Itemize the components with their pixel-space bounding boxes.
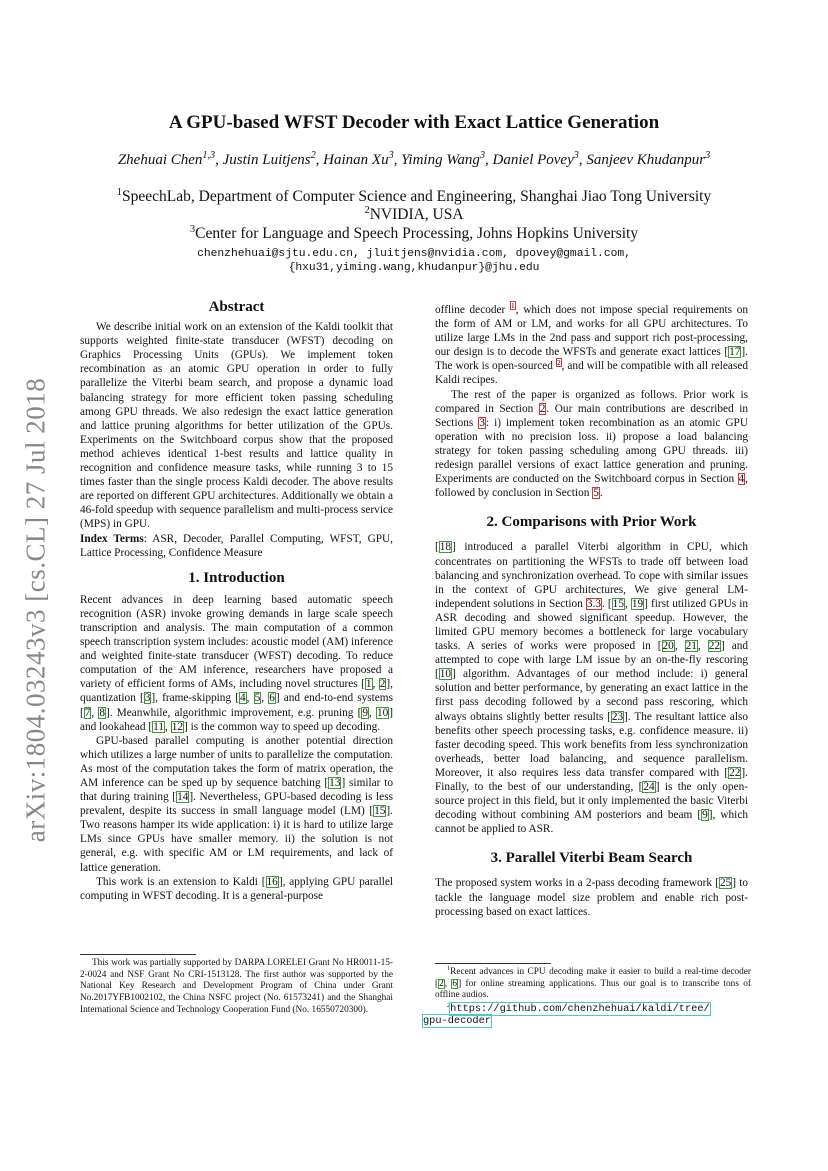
citation-link[interactable]: 19 [631, 597, 644, 610]
citation-link[interactable]: 16 [266, 875, 278, 888]
right-column [435, 303, 748, 919]
author: Yiming Wang [401, 152, 480, 168]
author-list: Zhehuai Chen$^{1,3}$, Justin Luitjens$^2$, Hainan Xu$^3$, Yiming Wang$^3$, Daniel Povey$^3$, Sanjeev Khudanpur$^3$ [117, 150, 711, 168]
left-column [80, 300, 393, 903]
citation-link[interactable]: 10 [376, 706, 389, 719]
email-line: {hxu31,yiming.wang,khudanpur}@jhu.edu [288, 262, 540, 274]
citation-link[interactable]: 12 [171, 720, 183, 733]
citation-link[interactable]: 24 [643, 781, 655, 793]
citation-link[interactable]: 3 [144, 692, 151, 705]
citation-link[interactable]: 4 [239, 692, 246, 705]
repo-url-link[interactable]: https://github.com/chenzhehuai/kaldi/tree/ [450, 1003, 710, 1016]
footnote-link[interactable]: 2 [556, 357, 561, 367]
abstract-text: We describe initial work on an extension of the Kaldi toolkit that supports weighted finite-state transducer (WFST) decoding on Graphics Processing Units (GPUs). We implement token recombination as an atomic GPU operation in order to fully parallelize the Viterbi beam search, and propose a dynamic load balancing strategy for more efficient token passing scheduling among GPU threads. We also redesign the exact lattice generation and lattice pruning algorithms for better utilization of the GPUs. Experiments on the Switchboard corpus show that the proposed method achieves identical 1-best results and lattice quality in recognition and confidence measure tasks, while running 3 to 15 times faster than the single process Kaldi decoder. The above results are reported on different GPU architectures. Additionally we obtain a 46-fold speedup with sequence parallelism and multi-process service (MPS) in GPU. [80, 321, 393, 531]
footnotes-right [423, 964, 751, 1028]
author: Hainan Xu [323, 152, 389, 168]
footnote-rule [435, 963, 551, 964]
viterbi-paragraph: The proposed system works in a 2-pass decoding framework [25] to tackle the language model size problem and enable rich post-processing based on exact lattices. [435, 877, 748, 918]
citation-link[interactable]: 8 [99, 706, 106, 719]
author: Daniel Povey [492, 152, 574, 168]
repo-url-link[interactable]: gpu-decoder [423, 1014, 491, 1027]
citation-link[interactable]: 2 [379, 678, 386, 691]
author: Justin Luitjens [222, 152, 311, 168]
citation-link[interactable]: 22 [729, 766, 741, 779]
citation-link[interactable]: 6 [269, 692, 275, 705]
author: Sanjeev Khudanpur [586, 152, 706, 168]
citation-link[interactable]: 14 [177, 791, 189, 804]
citation-link[interactable]: 5 [254, 692, 261, 705]
section-link[interactable]: 3 [479, 416, 485, 429]
intro-paragraph: The rest of the paper is organized as follows. Prior work is compared in Section 2. Our main contributions are described in Sections 3: i) implement token recombination as an atomic GPU operation with no precision loss. ii) propose a load balancing strategy for token passing scheduling among GPU threads. iii) redesign parallel versions of exact lattice generation and pruning. Experiments are conducted on the Switchboard corpus in Section 4, followed by conclusion in Section 5. [435, 388, 748, 500]
footnote-2: $^2$https://github.com/chenzhehuai/kaldi/tree/ gpu-decoder [423, 1002, 710, 1027]
section-link[interactable]: 3.3 [586, 597, 602, 610]
affiliation: $^2$NVIDIA, USA [364, 204, 464, 223]
citation-link[interactable]: 22 [708, 640, 720, 653]
citation-link[interactable]: 15 [612, 597, 624, 610]
footnote-rule [80, 954, 196, 955]
intro-paragraph: This work is an extension to Kaldi [16], applying GPU parallel computing in WFST decoding. It is a general-purpose [80, 875, 393, 902]
section-link[interactable]: 5 [593, 487, 599, 500]
citation-link[interactable]: 18 [439, 541, 452, 554]
footnote-1: $^1$Recent advances in CPU decoding make it easier to build a real-time decoder [2, 6] for online streaming applications. Thus our goal is to transcribe tons of offline audios. [435, 964, 751, 1001]
intro-paragraph: GPU-based parallel computing is another potential direction which utilizes a large number of units to parallelize the computation. As most of the computation takes the form of matrix operation, the AM inference can be sped up by sequence batching [13] similar to that during training [14]. Nevertheless, GPU-based decoding is less prevalent, despite its success in small language model (LM) [15]. Two reasons hamper its wide application: i) it is hard to utilize large LMs since GPUs have smaller memory. ii) the solution is not general, e.g. with specific AM or LM requirements, and lack of lattice generation. [80, 734, 394, 874]
paper-title: A GPU-based WFST Decoder with Exact Lattice Generation [168, 112, 660, 133]
affiliation: $^1$SpeechLab, Department of Computer Science and Engineering, Shanghai Jiao Tong University [116, 186, 712, 205]
citation-link[interactable]: 21 [685, 640, 697, 653]
citation-link[interactable]: 25 [719, 877, 732, 890]
arxiv-stamp: arXiv:1804.03243v3 [cs.CL] 27 Jul 2018 [20, 377, 51, 843]
author: Zhehuai Chen [117, 152, 203, 168]
abstract-heading: Abstract [208, 299, 265, 315]
index-terms: Index Terms: ASR, Decoder, Parallel Computing, WFST, GPU, Lattice Processing, Confidence Measure [80, 532, 393, 559]
section-link[interactable]: 4 [738, 473, 745, 486]
prior-work-paragraph: [18] introduced a parallel Viterbi algorithm in CPU, which concentrates on partitioning the WFSTs to trade off between load balancing and synchronization overhead. To cope with similar issues in the context of GPU architectures, We give general LM-independent solutions in Section 3.3. [15, 19] first utilized GPUs in ASR decoding and showed significant speedup. However, the limited GPU memory becomes a bottleneck for large vocabulary tasks. A series of works were proposed in [20, 21, 22] and attempted to cope with large LM issue by an on-the-fly rescoring [10] algorithm. Advantages of our method include: i) general solution and better performance, by generating an exact lattice in the first pass decoding followed by a second pass rescoring, which always obtains slightly better results [23]. The resultant lattice also benefits other speech processing tasks, e.g. confidence measure. ii) faster decoding speed. This work benefits from less synchronization overheads, better load balancing, and sequence parallelism. Moreover, it also requires less data transfer compared with [22]. Finally, to the best of our understanding, [24] is the only open-source project in this field, but it only implemented the basic Viterbi decoding without combining AM posteriors and beam [9], which cannot be applied to ASR. [435, 541, 749, 836]
section-heading: 2. Comparisons with Prior Work [486, 514, 697, 531]
citation-link[interactable]: 17 [729, 346, 741, 359]
citation-link[interactable]: 13 [329, 777, 341, 789]
citation-link[interactable]: 10 [439, 668, 452, 681]
citation-link[interactable]: 15 [374, 805, 386, 818]
funding-footnote: This work was partially supported by DARPA LORELEI Grant No HR0011-15-2-0024 and NSF Grant No CRI-1513128. The first author was supported by the National Key Research and Development Program of China under Grant No.2017YFB1002102, the China NSFC project (No. 61573241) and the Shanghai International Science and Technology Cooperation Fund (No. 16550720300). [80, 958, 393, 1015]
citation-link[interactable]: 9 [362, 706, 368, 719]
footnote-link[interactable]: 1 [510, 301, 515, 311]
section-heading: 3. Parallel Viterbi Beam Search [490, 850, 693, 867]
intro-paragraph: offline decoder $^1$, which does not impose special requirements on the form of AM or LM, and works for all GPU architectures. To utilize large LMs in the 2nd pass and support rich post-processing, our design is to decode the WFSTs and generate exact lattices [17]. The work is open-sourced $^2$, and will be compatible with all released Kaldi recipes. [435, 301, 748, 387]
affiliation: $^3$Center for Language and Speech Processing, Johns Hopkins University [189, 223, 639, 242]
citation-link[interactable]: 9 [702, 809, 708, 822]
citation-link[interactable]: 7 [84, 706, 91, 719]
intro-paragraph: Recent advances in deep learning based automatic speech recognition (ASR) invoke growing demands in large scale speech transcription and analysis. The main computation of a common speech transcription system includes: acoustic model (AM) inference and weighted finite-state transducer (WFST) decoding. To reduce computation of the AM inference, researchers have proposed a variety of efficient forms of AMs, including novel structures [1, 2], quantization [3], frame-skipping [4, 5, 6] and end-to-end systems [7, 8]. Meanwhile, algorithmic improvement, e.g. pruning [9, 10] and lookahead [11, 12] is the common way to speed up decoding. [80, 593, 394, 733]
citation-link[interactable]: 20 [662, 640, 674, 653]
citation-link[interactable]: 2 [439, 978, 444, 989]
citation-link[interactable]: 6 [452, 978, 458, 989]
email-line: chenzhehuai@sjtu.edu.cn, jluitjens@nvidia.com, dpovey@gmail.com, [197, 248, 631, 260]
section-heading: 1. Introduction [188, 569, 285, 586]
citation-link[interactable]: 11 [153, 720, 165, 733]
section-link[interactable]: 2 [539, 402, 546, 415]
citation-link[interactable]: 1 [365, 678, 372, 691]
citation-link[interactable]: 23 [611, 710, 624, 723]
